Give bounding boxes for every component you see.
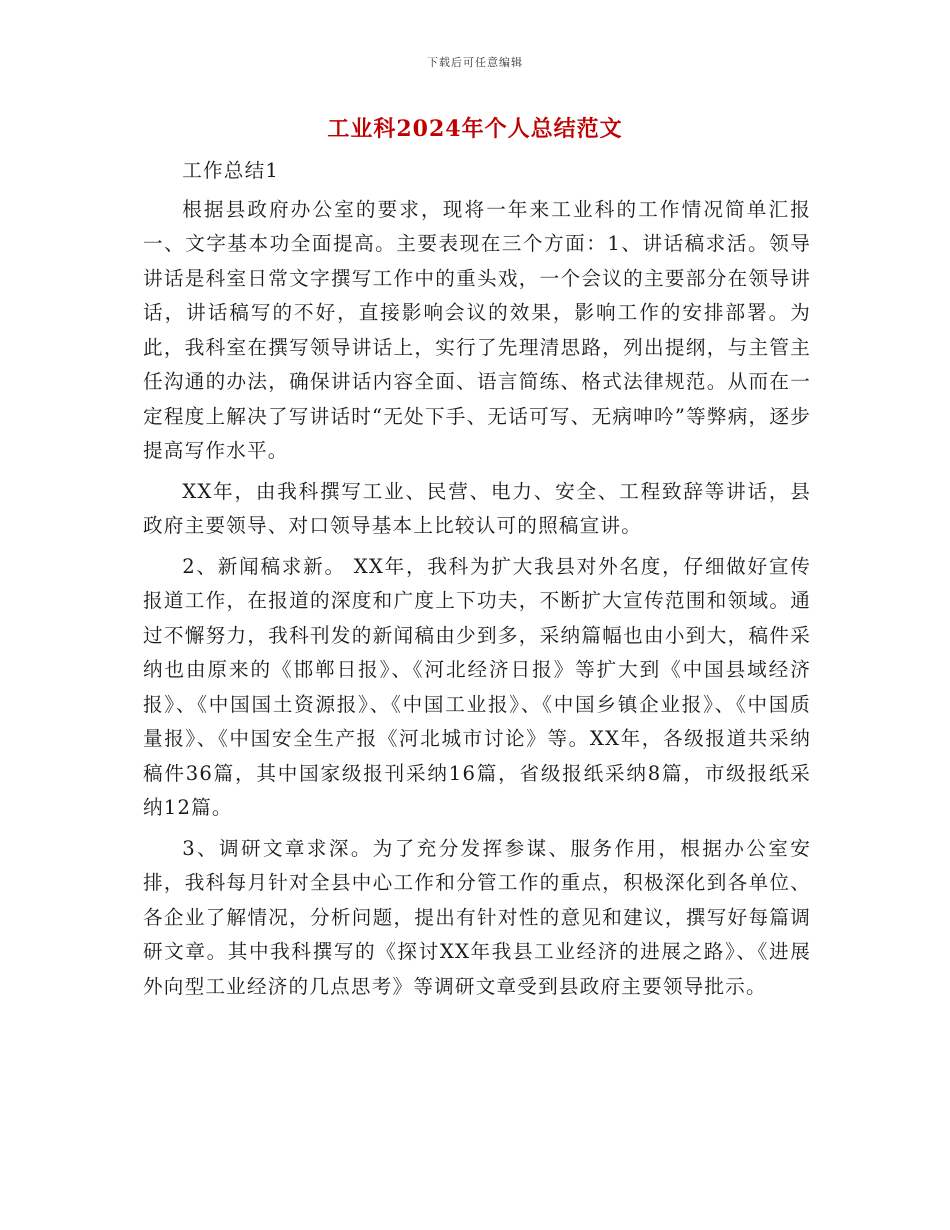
section-subheading: 工作总结1 <box>182 159 280 182</box>
document-title: 工业科2024年个人总结范文 <box>327 116 623 142</box>
paragraph-3: 2、新闻稿求新。 XX年，我科为扩大我县对外名度，仔细做好宣传报道工作，在报道的深度和广度上下功夫，不断扩大宣传范围和领域。通过不懈努力，我科刊发的新闻稿由少到多，采纳篇幅也由小到大，稿件采纳也由原来的《邯郸日报》、《河北经济日报》等扩大到《中国县域经济报》、《中国国土资源报》、《中国工业报》、《中国乡镇企业报》、《中国质量报》、《中国安全生产报《河北城市讨论》等。XX年，各级报道共采纳稿件36篇，其中国家级报刊采纳16篇，省级报纸采纳8篇，市级报纸采纳12篇。 <box>143 554 811 819</box>
header-note: 下载后可任意编辑 <box>427 56 523 69</box>
paragraph-4: 3、调研文章求深。为了充分发挥参谋、服务作用，根据办公室安排，我科每月针对全县中心工作和分管工作的重点，积极深化到各单位、各企业了解情况，分析问题，提出有针对性的意见和建议，撰写好每篇调研文章。其中我科撰写的《探讨XX年我县工业经济的进展之路》、《进展外向型工业经济的几点思考》等调研文章受到县政府主要领导批示。 <box>143 836 811 998</box>
paragraph-1: 根据县政府办公室的要求，现将一年来工业科的工作情况简单汇报 一、文字基本功全面提高。主要表现在三个方面：1、讲话稿求活。领导讲话是科室日常文字撰写工作中的重头戏，一个会议的主要部分在领导讲话，讲话稿写的不好，直接影响会议的效果，影响工作的安排部署。为此，我科室在撰写领导讲话上，实行了先理清思路，列出提纲，与主管主任沟通的办法，确保讲话内容全面、语言简练、格式法律规范。从而在一定程度上解决了写讲话时“无处下手、无话可写、无病呻吟”等弊病，逐步提高写作水平。 <box>143 197 811 462</box>
document-body <box>143 154 811 1010</box>
paragraph-2: XX年，由我科撰写工业、民营、电力、安全、工程致辞等讲话，县政府主要领导、对口领导基本上比较认可的照稿宣讲。 <box>143 479 811 537</box>
